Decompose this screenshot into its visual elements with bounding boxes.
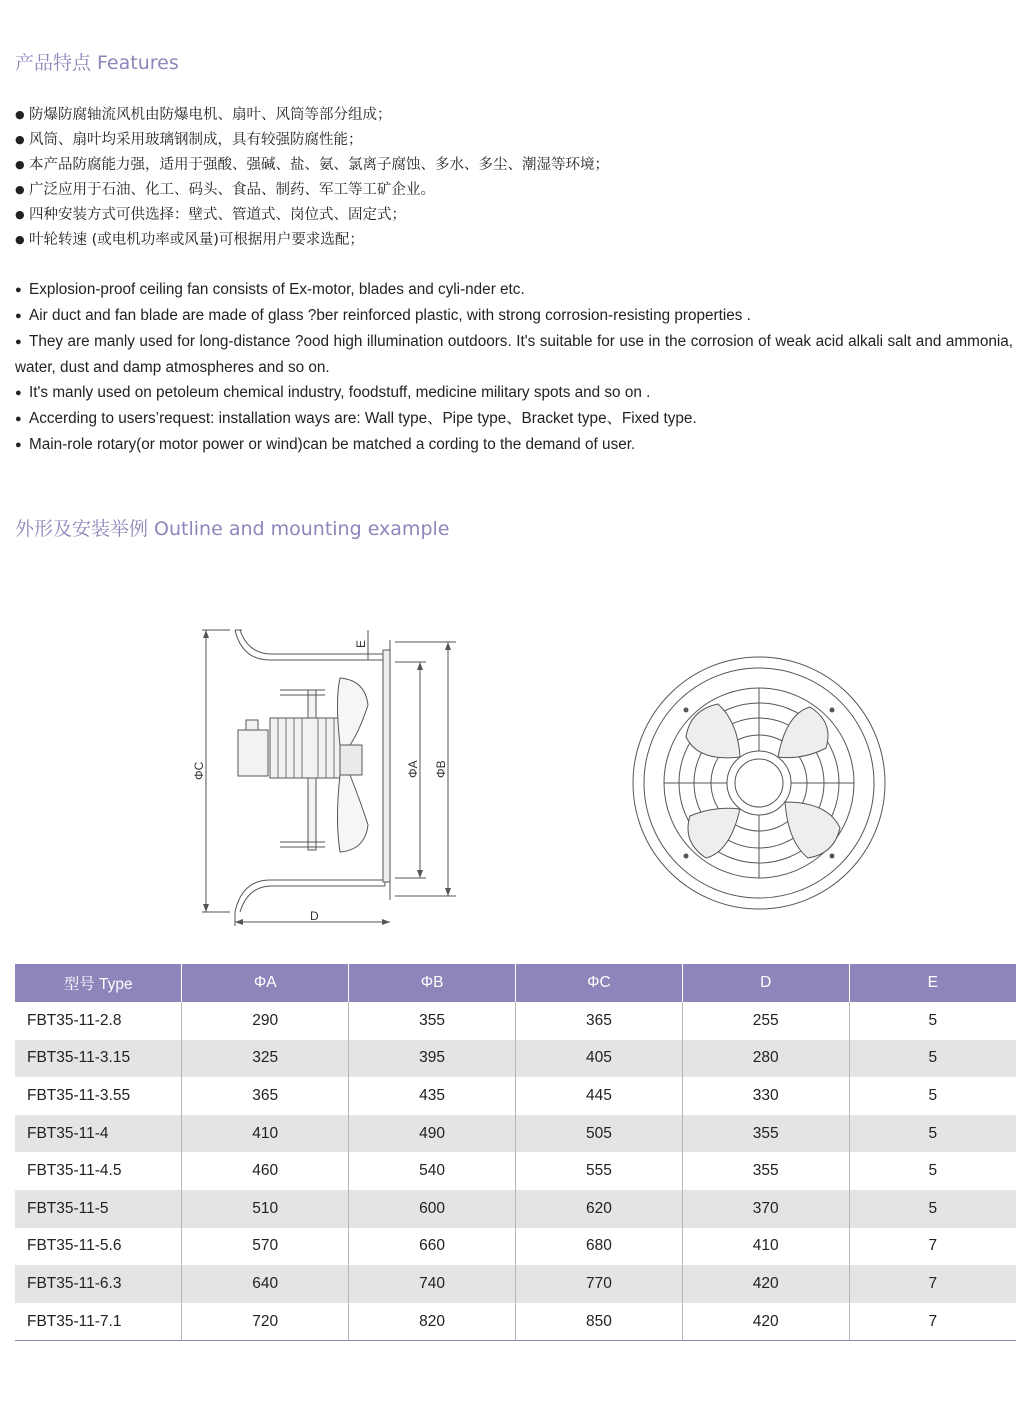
cell-c: 680 <box>515 1228 682 1266</box>
cell-d: 420 <box>682 1265 849 1303</box>
cell-e: 7 <box>849 1265 1016 1303</box>
bullet-icon: ● <box>15 233 25 246</box>
feature-en-item: ● Main-role rotary(or motor power or wind)can be matched a cording to the demand of user. <box>15 432 1013 458</box>
cell-type: FBT35-11-4.5 <box>15 1152 182 1190</box>
feature-cn-item: ● 防爆防腐轴流风机由防爆电机、扇叶、风筒等部分组成； <box>15 102 1015 127</box>
cell-d: 355 <box>682 1115 849 1153</box>
cell-d: 420 <box>682 1303 849 1341</box>
features-en-list <box>15 277 1013 458</box>
cell-c: 505 <box>515 1115 682 1153</box>
table-row <box>15 1002 1016 1040</box>
table-header-row <box>15 964 1016 1002</box>
bullet-icon: ● <box>15 108 25 121</box>
cell-a: 460 <box>182 1152 349 1190</box>
feature-en-item: ● Accerding to users’request: installation ways are: Wall type、Pipe type、Bracket type、Fixed type. <box>15 406 1013 432</box>
dim-label-b: ΦB <box>434 760 448 778</box>
cell-b: 540 <box>349 1152 516 1190</box>
table-row <box>15 1228 1016 1266</box>
cell-a: 510 <box>182 1190 349 1228</box>
cell-c: 445 <box>515 1077 682 1115</box>
cell-e: 5 <box>928 1086 938 1104</box>
cell-b: 600 <box>349 1190 516 1228</box>
table-row <box>15 1040 1016 1078</box>
cell-b: 490 <box>349 1115 516 1153</box>
cell-b: 820 <box>349 1303 516 1341</box>
table-row <box>15 1115 1016 1153</box>
feature-en-item: ● It's manly used on petoleum chemical industry, foodstuff, medicine military spots and so on . <box>15 380 1013 406</box>
cell-type: FBT35-11-2.8 <box>15 1002 182 1040</box>
bullet-icon: ● <box>15 183 25 196</box>
table-row <box>15 1303 1016 1341</box>
cell-type: FBT35-11-5 <box>15 1190 182 1228</box>
cell-b: 395 <box>349 1040 516 1078</box>
cell-a: 720 <box>182 1303 349 1341</box>
cell-d: 410 <box>682 1228 849 1266</box>
feature-en-item: ● They are manly used for long-distance ?ood high illumination outdoors. It's suitable for use in the corrosion of weak acid alkali salt and ammonia, water, dust and damp atmospheres and so on. <box>15 329 1013 380</box>
cell-d: 330 <box>682 1077 849 1115</box>
feature-cn-item: ● 叶轮转速 (或电机功率或风量)可根据用户要求选配； <box>15 227 1015 252</box>
cell-c: 850 <box>515 1303 682 1341</box>
cell-a: 365 <box>182 1077 349 1115</box>
cell-e: 7 <box>928 1237 938 1255</box>
column-header-c: ΦC <box>515 964 682 1002</box>
features-title: 产品特点 Features <box>15 52 179 74</box>
cell-a: 410 <box>182 1115 349 1153</box>
features-cn-list <box>15 102 1015 252</box>
feature-en-item: ● Explosion-proof ceiling fan consists of Ex-motor, blades and cyli-nder etc. <box>15 277 1013 303</box>
bullet-icon: ● <box>15 208 25 221</box>
outline-title: 外形及安装举例 Outline and mounting example <box>15 518 450 540</box>
dim-label-c: ΦC <box>192 761 206 780</box>
column-header-d: D <box>682 964 849 1002</box>
cell-type: FBT35-11-4 <box>15 1115 182 1153</box>
dim-label-a: ΦA <box>406 760 420 778</box>
cell-e: 7 <box>849 1303 1016 1341</box>
feature-cn-item: ● 四种安装方式可供选择：壁式、管道式、岗位式、固定式； <box>15 202 1015 227</box>
spec-table <box>15 964 1016 1341</box>
cell-a: 640 <box>182 1265 349 1303</box>
bullet-icon: ● <box>15 133 25 146</box>
fan-front-view-drawing <box>628 652 890 914</box>
feature-cn-item: ● 广泛应用于石油、化工、码头、食品、制药、军工等工矿企业。 <box>15 177 1015 202</box>
cell-c: 365 <box>515 1002 682 1040</box>
bullet-icon: ● <box>15 336 22 348</box>
column-header-e: E <box>849 964 1016 1002</box>
cell-b: 435 <box>349 1077 516 1115</box>
bullet-icon: ● <box>15 158 25 171</box>
bullet-icon: ● <box>15 310 22 322</box>
cell-type: FBT35-11-3.15 <box>15 1040 182 1078</box>
feature-en-item: ● Air duct and fan blade are made of glass ?ber reinforced plastic, with strong corrosion-resisting properties . <box>15 303 1013 329</box>
bullet-icon: ● <box>15 439 22 451</box>
table-row <box>15 1265 1016 1303</box>
cell-b: 740 <box>349 1265 516 1303</box>
cell-a: 570 <box>182 1228 349 1266</box>
cell-type: FBT35-11-6.3 <box>15 1265 182 1303</box>
bullet-icon: ● <box>15 387 22 399</box>
cell-a: 325 <box>182 1040 349 1078</box>
column-header-type: 型号 Type <box>15 964 182 1002</box>
bullet-icon: ● <box>15 413 22 425</box>
dim-label-d: D <box>310 909 319 923</box>
cell-c: 555 <box>515 1152 682 1190</box>
cell-a: 290 <box>182 1002 349 1040</box>
column-header-b: ΦB <box>349 964 516 1002</box>
cell-e: 5 <box>928 1011 938 1029</box>
cell-d: 255 <box>682 1002 849 1040</box>
bullet-icon: ● <box>15 284 22 296</box>
cell-type: FBT35-11-3.55 <box>15 1077 182 1115</box>
cell-b: 355 <box>349 1002 516 1040</box>
cell-e: 5 <box>849 1040 1016 1078</box>
cell-c: 620 <box>515 1190 682 1228</box>
table-row <box>15 1190 1016 1228</box>
cell-d: 370 <box>682 1190 849 1228</box>
cell-d: 280 <box>682 1040 849 1078</box>
cell-d: 355 <box>682 1152 849 1190</box>
dim-label-e: E <box>354 639 368 648</box>
cell-b: 660 <box>349 1228 516 1266</box>
cell-e: 5 <box>849 1115 1016 1153</box>
cell-e: 5 <box>849 1190 1016 1228</box>
fan-side-view-drawing <box>190 620 470 930</box>
cell-type: FBT35-11-7.1 <box>15 1303 182 1341</box>
feature-cn-item: ● 本产品防腐能力强，适用于强酸、强碱、盐、氨、氯离子腐蚀、多水、多尘、潮湿等环境； <box>15 152 1015 177</box>
cell-c: 405 <box>515 1040 682 1078</box>
table-row <box>15 1077 1016 1115</box>
table-row <box>15 1152 1016 1190</box>
cell-c: 770 <box>515 1265 682 1303</box>
column-header-a: ΦA <box>182 964 349 1002</box>
feature-cn-item: ● 风筒、扇叶均采用玻璃钢制成，具有较强防腐性能； <box>15 127 1015 152</box>
cell-e: 5 <box>928 1162 938 1180</box>
cell-type: FBT35-11-5.6 <box>15 1228 182 1266</box>
